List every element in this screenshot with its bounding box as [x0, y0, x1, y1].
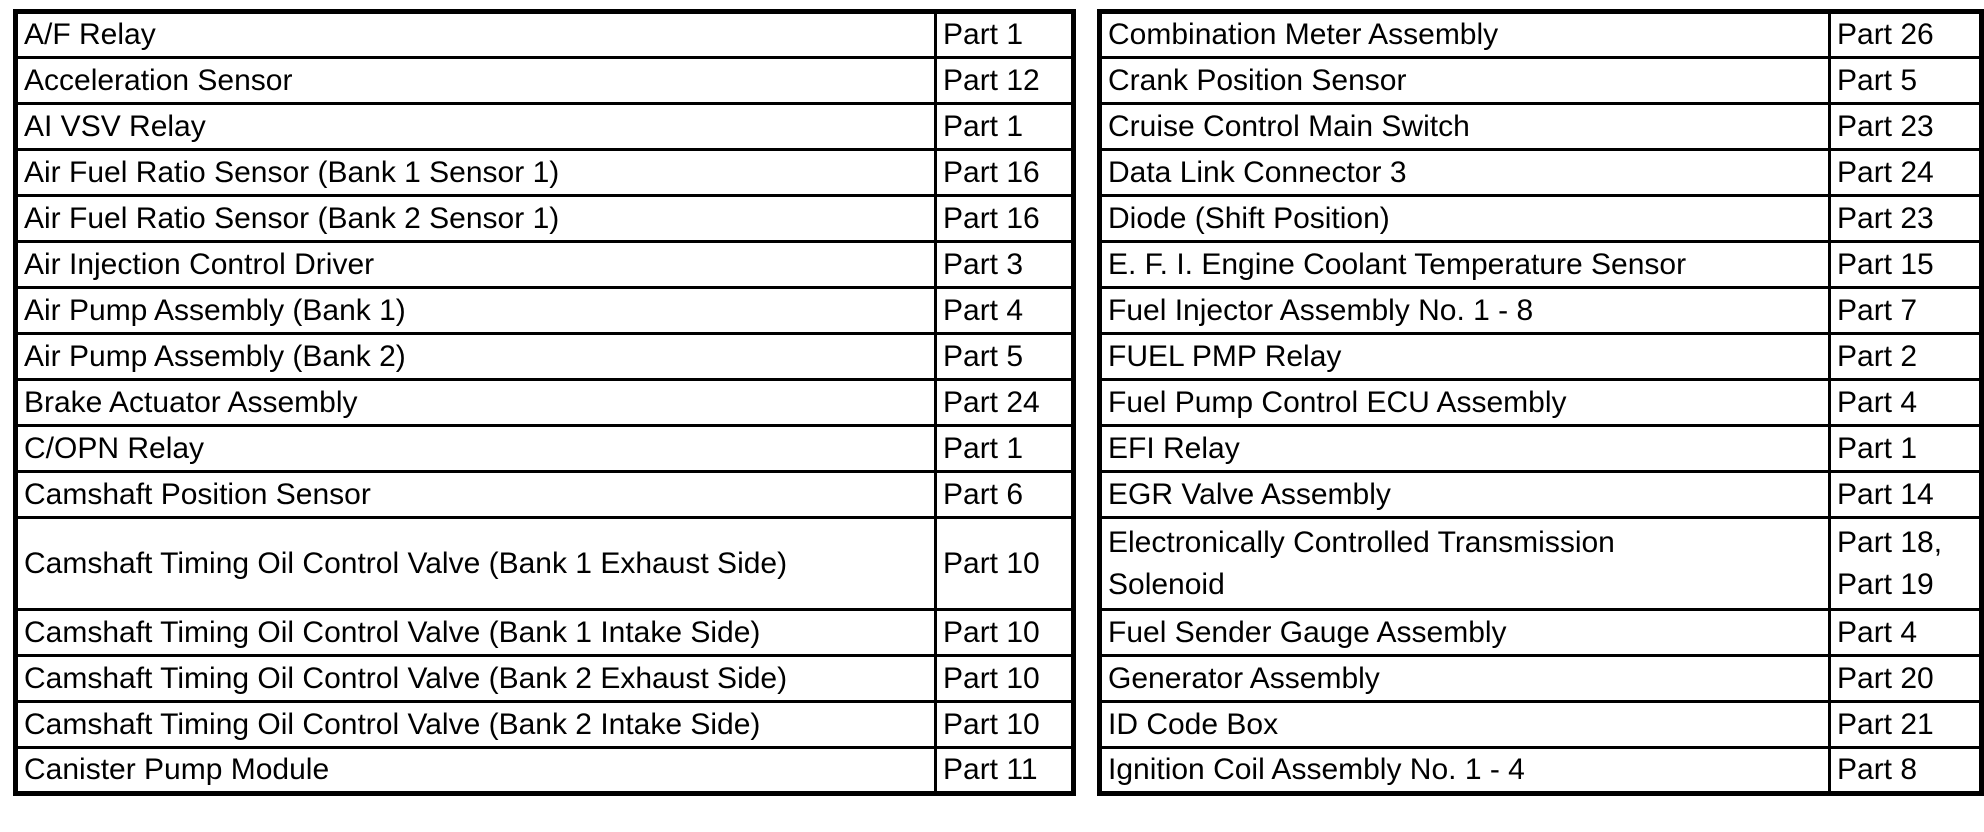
part-reference: Part 10	[936, 518, 1074, 610]
part-reference: Part 5	[936, 334, 1074, 380]
part-reference: Part 10	[936, 702, 1074, 748]
part-reference: Part 24	[936, 380, 1074, 426]
component-name: Fuel Injector Assembly No. 1 - 8	[1100, 288, 1830, 334]
component-name: Camshaft Timing Oil Control Valve (Bank 1 Exhaust Side)	[16, 518, 936, 610]
component-name: Air Fuel Ratio Sensor (Bank 2 Sensor 1)	[16, 196, 936, 242]
table-row	[1100, 426, 1982, 472]
component-name: Camshaft Position Sensor	[16, 472, 936, 518]
component-name: Crank Position Sensor	[1100, 58, 1830, 104]
part-reference: Part 1	[1830, 426, 1982, 472]
component-name: Air Fuel Ratio Sensor (Bank 1 Sensor 1)	[16, 150, 936, 196]
component-name: Air Pump Assembly (Bank 1)	[16, 288, 936, 334]
component-name: EGR Valve Assembly	[1100, 472, 1830, 518]
part-reference: Part 5	[1830, 58, 1982, 104]
component-name: Generator Assembly	[1100, 656, 1830, 702]
part-reference: Part 16	[936, 150, 1074, 196]
component-name: A/F Relay	[16, 12, 936, 58]
part-reference: Part 23	[1830, 196, 1982, 242]
component-name	[1100, 518, 1830, 610]
table-row	[16, 518, 1074, 610]
table-row	[1100, 472, 1982, 518]
table-row	[1100, 58, 1982, 104]
table-row	[1100, 104, 1982, 150]
component-name-line: Solenoid	[1108, 567, 1225, 601]
table-row	[16, 702, 1074, 748]
component-name: FUEL PMP Relay	[1100, 334, 1830, 380]
component-name: Combination Meter Assembly	[1100, 12, 1830, 58]
component-name: EFI Relay	[1100, 426, 1830, 472]
table-row	[16, 58, 1074, 104]
table-row	[1100, 380, 1982, 426]
part-reference: Part 24	[1830, 150, 1982, 196]
table-row	[1100, 334, 1982, 380]
part-reference: Part 16	[936, 196, 1074, 242]
part-reference: Part 1	[936, 12, 1074, 58]
component-name: Cruise Control Main Switch	[1100, 104, 1830, 150]
part-reference: Part 4	[936, 288, 1074, 334]
table-row	[1100, 150, 1982, 196]
table-row	[16, 12, 1074, 58]
part-reference: Part 6	[936, 472, 1074, 518]
component-name: Brake Actuator Assembly	[16, 380, 936, 426]
component-name: Camshaft Timing Oil Control Valve (Bank 2 Exhaust Side)	[16, 656, 936, 702]
table-row	[1100, 518, 1982, 610]
component-name: E. F. I. Engine Coolant Temperature Sensor	[1100, 242, 1830, 288]
component-name: Fuel Sender Gauge Assembly	[1100, 610, 1830, 656]
table-row	[16, 196, 1074, 242]
component-name: Air Pump Assembly (Bank 2)	[16, 334, 936, 380]
table-row	[1100, 702, 1982, 748]
table-row	[16, 610, 1074, 656]
part-reference: Part 14	[1830, 472, 1982, 518]
table-row	[1100, 656, 1982, 702]
component-name: Camshaft Timing Oil Control Valve (Bank 1 Intake Side)	[16, 610, 936, 656]
part-reference: Part 15	[1830, 242, 1982, 288]
table-row	[1100, 242, 1982, 288]
component-name-line: Electronically Controlled Transmission	[1108, 525, 1615, 559]
component-name: C/OPN Relay	[16, 426, 936, 472]
part-reference: Part 7	[1830, 288, 1982, 334]
component-name: Fuel Pump Control ECU Assembly	[1100, 380, 1830, 426]
component-location-index	[13, 9, 1974, 806]
table-row	[16, 656, 1074, 702]
table-row	[16, 472, 1074, 518]
part-reference: Part 26	[1830, 12, 1982, 58]
table-row	[16, 334, 1074, 380]
table-row	[16, 288, 1074, 334]
table-row	[16, 426, 1074, 472]
table-row	[16, 104, 1074, 150]
part-reference: Part 4	[1830, 610, 1982, 656]
right-index-table	[1097, 9, 1984, 796]
table-row	[16, 748, 1074, 794]
table-row	[1100, 288, 1982, 334]
table-row	[1100, 196, 1982, 242]
part-reference-line: Part 18,	[1837, 525, 1943, 559]
part-reference: Part 12	[936, 58, 1074, 104]
component-name: Canister Pump Module	[16, 748, 936, 794]
component-name: Data Link Connector 3	[1100, 150, 1830, 196]
table-row	[1100, 12, 1982, 58]
part-reference: Part 1	[936, 426, 1074, 472]
part-reference: Part 23	[1830, 104, 1982, 150]
part-reference: Part 11	[936, 748, 1074, 794]
table-row	[16, 242, 1074, 288]
part-reference: Part 10	[936, 610, 1074, 656]
component-name: AI VSV Relay	[16, 104, 936, 150]
part-reference: Part 20	[1830, 656, 1982, 702]
table-row	[16, 380, 1074, 426]
component-name: Air Injection Control Driver	[16, 242, 936, 288]
part-reference: Part 3	[936, 242, 1074, 288]
part-reference: Part 8	[1830, 748, 1982, 794]
component-name: Acceleration Sensor	[16, 58, 936, 104]
left-index-table	[13, 9, 1076, 796]
part-reference: Part 21	[1830, 702, 1982, 748]
component-name: ID Code Box	[1100, 702, 1830, 748]
component-name: Ignition Coil Assembly No. 1 - 4	[1100, 748, 1830, 794]
part-reference: Part 2	[1830, 334, 1982, 380]
part-reference	[1830, 518, 1982, 610]
part-reference: Part 1	[936, 104, 1074, 150]
component-name: Diode (Shift Position)	[1100, 196, 1830, 242]
table-row	[1100, 748, 1982, 794]
component-name: Camshaft Timing Oil Control Valve (Bank 2 Intake Side)	[16, 702, 936, 748]
table-row	[16, 150, 1074, 196]
part-reference: Part 10	[936, 656, 1074, 702]
table-row	[1100, 610, 1982, 656]
part-reference: Part 4	[1830, 380, 1982, 426]
part-reference-line: Part 19	[1837, 567, 1934, 601]
